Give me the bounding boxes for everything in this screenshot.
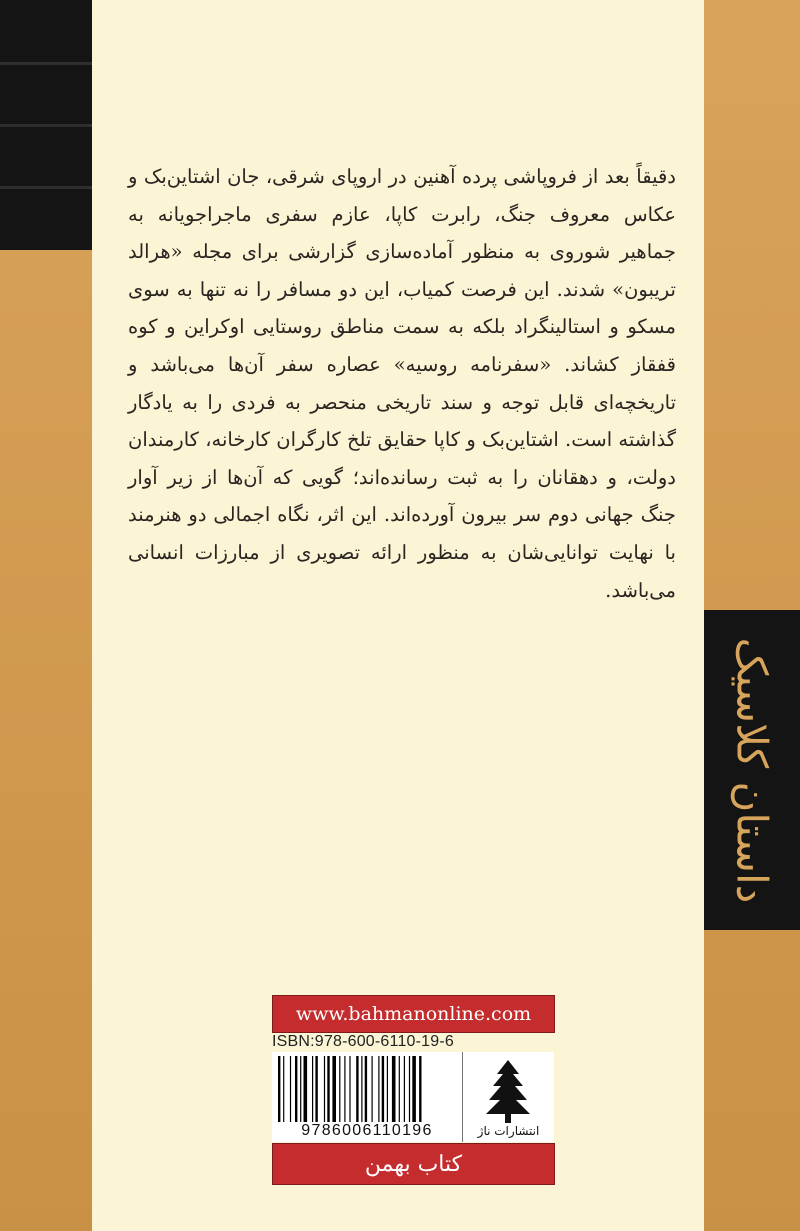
imprint-logo-caption: انتشارات ناژ: [477, 1124, 540, 1138]
barcode-icon: [276, 1056, 458, 1122]
left-black-band: [0, 0, 92, 250]
website-bar[interactable]: [272, 995, 555, 1033]
band-stripe: [0, 124, 92, 127]
series-label-text: داستان کلاسیک: [727, 637, 777, 903]
publisher-name: کتاب بهمن: [364, 1151, 463, 1177]
back-cover-blurb: [128, 158, 676, 609]
barcode-panel: [272, 1052, 462, 1142]
band-stripe: [0, 186, 92, 189]
series-label: [704, 610, 800, 930]
isbn-label: ISBN:978-600-6110-19-6: [272, 1033, 454, 1050]
barcode-number: 9786006110196: [301, 1122, 433, 1139]
publisher-bar: [272, 1143, 555, 1185]
band-stripe: [0, 62, 92, 65]
website-url[interactable]: www.bahmanonline.com: [295, 1003, 532, 1025]
imprint-logo-panel: [462, 1052, 554, 1142]
blurb-paragraph: دقیقاً بعد از فروپاشی پرده آهنین در اروپای شرقی، جان اشتاین‌بک و عکاس معروف جنگ، رابرت کاپا، عازم سفری ماجراجویانه به جماهیر شوروی به منظور آماده‌سازی گزارشی برای مجله «هرالد تریبون» شدند. این فرصت کمیاب، این دو مسافر را نه تنها به سوی مسکو و استالینگراد بلکه به سمت مناطق روستایی اوکراین و کوه قفقاز کشاند. «سفرنامه روسیه» عصاره سفر آن‌ها می‌باشد و تاریخچه‌ای قابل توجه و سند تاریخی منحصر به فردی را به یادگار گذاشته است. اشتاین‌بک و کاپا حقایق تلخ کارگران کارخانه، کارمندان دولت، و دهقانان را به ثبت رسانده‌اند؛ گویی که آن‌ها از زیر آوار جنگ جهانی دوم سر بیرون آورده‌اند. این اثر، نگاه اجمالی دو هنرمند با نهایت توانایی‌شان به منظور ارائه تصویری از مبارزات انسانی می‌باشد.: [128, 165, 676, 602]
pine-tree-icon: [483, 1058, 533, 1124]
